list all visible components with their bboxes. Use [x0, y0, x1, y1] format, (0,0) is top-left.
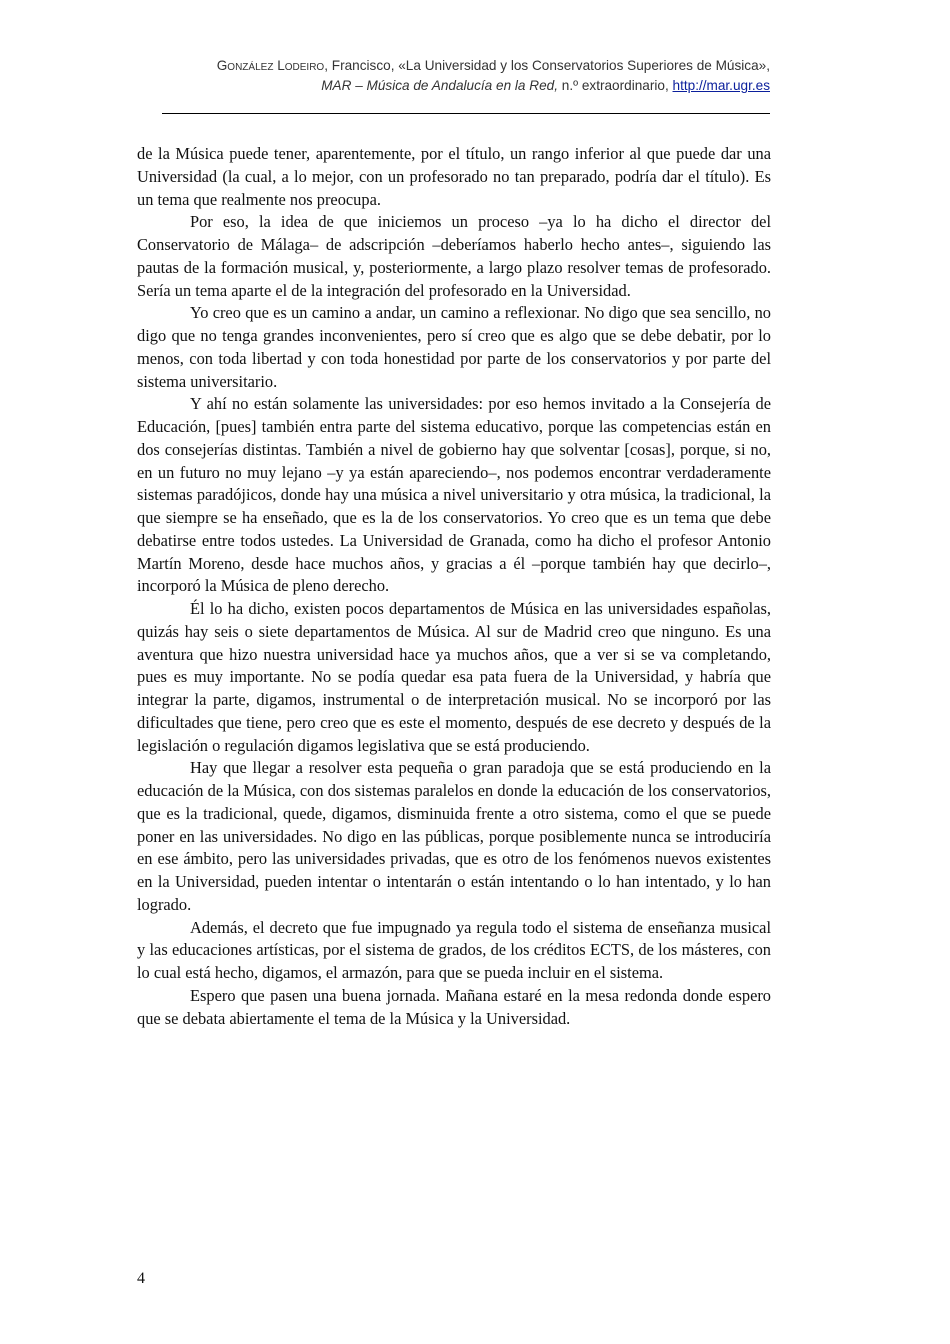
header-author: González Lodeiro [216, 58, 325, 73]
header-issue: n.º extraordinario, [557, 78, 673, 93]
header-journal: MAR – Música de Andalucía en la Red, [321, 78, 558, 93]
header-article-title: , Francisco, «La Universidad y los Conservatorios Superiores de Música», [324, 58, 770, 73]
header-citation-line-1 [160, 56, 770, 76]
paragraph: Yo creo que es un camino a andar, un camino a reflexionar. No digo que sea sencillo, no digo que no tenga grandes inconvenientes, pero sí creo que es algo que se debe debatir, por lo menos, con toda libertad y con toda honestidad por parte de los conservatorios y por parte del sistema universitario. [137, 303, 771, 391]
header-url-link[interactable]: http://mar.ugr.es [672, 78, 770, 93]
paragraph: Él lo ha dicho, existen pocos departamentos de Música en las universidades españolas, quizás hay seis o siete departamentos de Música. Al sur de Madrid creo que ninguno. Es una aventura que hizo nuestra universidad hace ya muchos años, que a ver si se va completando, pues es muy importante. No se podía quedar esa pata fuera de la Universidad, y habría que integrar la parte, digamos, instrumental o de interpretación musical. No se incorporó por las dificultades que tiene, pero creo que es este el momento, después de ese decreto y después de la legislación o regulación digamos legislativa que se está produciendo. [137, 599, 771, 755]
paragraph: Y ahí no están solamente las universidades: por eso hemos invitado a la Consejería de Educación, [pues] también entra parte del sistema educativo, porque las competencias están en dos consejerías distintas. También a nivel de gobierno hay que solventar [cosas], porque, si no, en un futuro no muy lejano –y ya están apareciendo–, nos podemos encontrar verdaderamente sistemas paradójicos, donde hay una música a nivel universitario y otra música, la tradicional, la que siempre se ha enseñado, que es la de los conservatorios. Yo creo que es un tema que debe debatirse entre todos ustedes. La Universidad de Granada, como ha dicho el profesor Antonio Martín Moreno, desde hace muchos años, y gracias a él –porque también hay que decirlo–, incorporó la Música de pleno derecho. [137, 394, 771, 596]
page-number: 4 [137, 1270, 145, 1287]
paragraph: Además, el decreto que fue impugnado ya regula todo el sistema de enseñanza musical y las educaciones artísticas, por el sistema de grados, de los créditos ECTS, de los másteres, con lo cual está hecho, digamos, el armazón, para que se pueda incluir en el sistema. [137, 917, 771, 982]
body-text [137, 143, 771, 1030]
header-divider [162, 113, 770, 114]
header-citation-line-2 [160, 76, 770, 96]
paragraph: de la Música puede tener, aparentemente, por el título, un rango inferior al que puede dar una Universidad (la cual, a lo mejor, con un profesorado no tan preparado, podría dar el título). Es un tema que realmente nos preocupa. [137, 144, 771, 209]
running-header [160, 56, 770, 96]
paragraph: Hay que llegar a resolver esta pequeña o gran paradoja que se está produciendo en la educación de la Música, con dos sistemas paralelos en donde la educación de los conservatorios, que es la tradicional, quede, digamos, disminuida frente a otro sistema, como el que se puede poner en las universidades. No digo en las públicas, porque posiblemente nunca se introduciría en ese ámbito, pero las universidades privadas, que es otro de los fenómenos nuevos existentes en la Universidad, pueden intentar o intentarán o están intentando o lo han intentado, y lo han logrado. [137, 758, 771, 914]
paragraph: Por eso, la idea de que iniciemos un proceso –ya lo ha dicho el director del Conservatorio de Málaga– de adscripción –deberíamos haberlo hecho antes–, siguiendo las pautas de la formación musical, y, posteriormente, a largo plazo resolver temas de profesorado. Sería un tema aparte el de la integración del profesorado en la Universidad. [137, 212, 771, 300]
paragraph: Espero que pasen una buena jornada. Mañana estaré en la mesa redonda donde espero que se debata abiertamente el tema de la Música y la Universidad. [137, 985, 771, 1028]
